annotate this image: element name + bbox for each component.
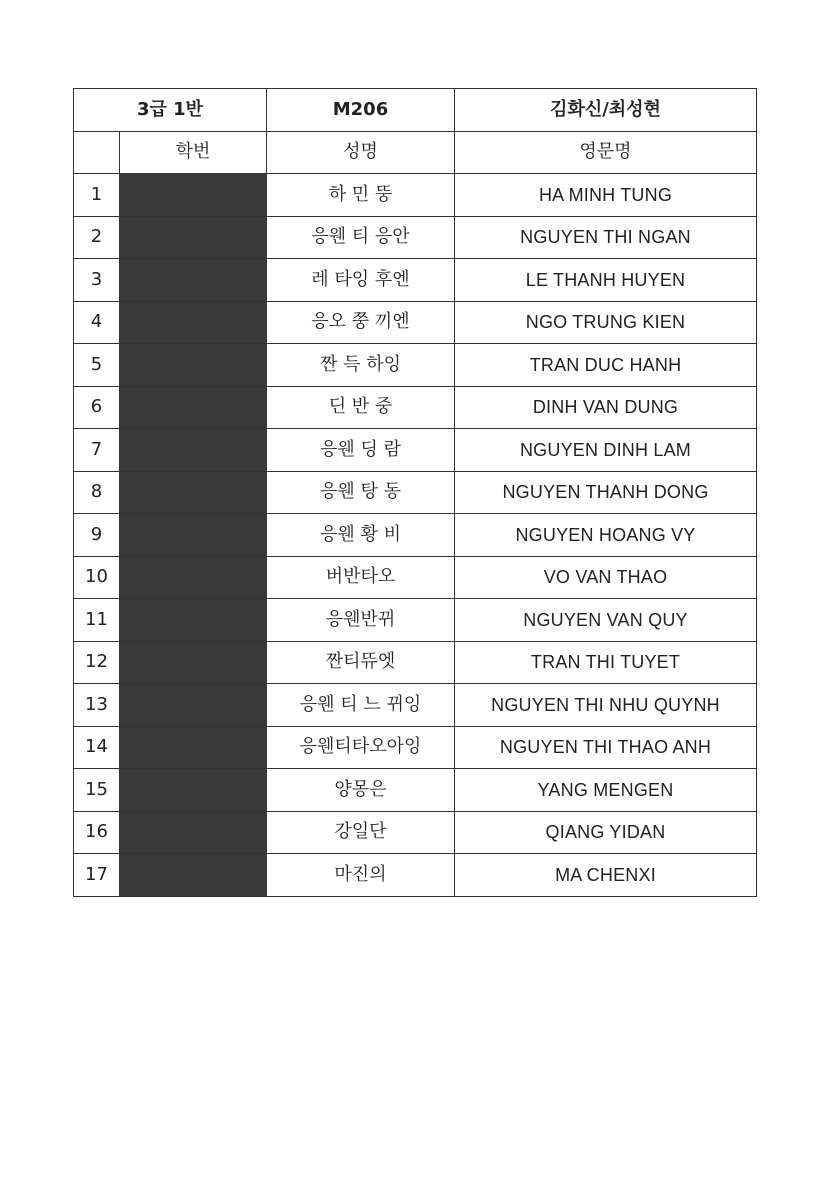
row-number: 11 [74,599,120,642]
table-row [74,174,757,217]
row-number: 14 [74,726,120,769]
number-column-header [74,131,120,174]
row-number: 3 [74,259,120,302]
table-row [74,811,757,854]
student-english-name: NGUYEN THI NGAN [455,216,757,259]
student-name: 응웬 황 비 [267,514,455,557]
student-name: 버반타오 [267,556,455,599]
student-english-name: NGUYEN DINH LAM [455,429,757,472]
table-row [74,854,757,897]
student-name: 레 타잉 후엔 [267,259,455,302]
table-row [74,301,757,344]
student-english-name: HA MINH TUNG [455,174,757,217]
student-name: 응웬 티 느 뀌잉 [267,684,455,727]
student-name: 딘 반 중 [267,386,455,429]
row-number: 12 [74,641,120,684]
student-english-name: NGUYEN HOANG VY [455,514,757,557]
student-english-name: NGUYEN VAN QUY [455,599,757,642]
class-name: 3급 1반 [74,89,267,132]
student-name: 응웬 딩 람 [267,429,455,472]
table-row [74,216,757,259]
student-english-name: DINH VAN DUNG [455,386,757,429]
row-number: 16 [74,811,120,854]
class-roster-table [73,88,757,897]
student-id-redacted [120,429,267,472]
table-row [74,514,757,557]
table-row [74,429,757,472]
student-id-column-header: 학번 [120,131,267,174]
student-id-redacted [120,726,267,769]
student-name: 강일단 [267,811,455,854]
student-english-name: TRAN DUC HANH [455,344,757,387]
row-number: 6 [74,386,120,429]
table-row [74,471,757,514]
row-number: 5 [74,344,120,387]
student-name: 양몽은 [267,769,455,812]
student-english-name: VO VAN THAO [455,556,757,599]
student-id-redacted [120,259,267,302]
student-name: 응오 쭝 끼엔 [267,301,455,344]
row-number: 1 [74,174,120,217]
student-english-name: NGO TRUNG KIEN [455,301,757,344]
student-name: 응웬 탕 동 [267,471,455,514]
table-row [74,769,757,812]
student-english-name: NGUYEN THANH DONG [455,471,757,514]
student-english-name: LE THANH HUYEN [455,259,757,302]
table-row [74,259,757,302]
table-row [74,386,757,429]
student-english-name: NGUYEN THI NHU QUYNH [455,684,757,727]
row-number: 15 [74,769,120,812]
row-number: 8 [74,471,120,514]
student-id-redacted [120,386,267,429]
student-name: 하 민 뚱 [267,174,455,217]
room-number: M206 [267,89,455,132]
row-number: 13 [74,684,120,727]
table-row [74,556,757,599]
table-row [74,726,757,769]
row-number: 9 [74,514,120,557]
student-id-redacted [120,471,267,514]
student-id-redacted [120,641,267,684]
student-id-redacted [120,216,267,259]
student-id-redacted [120,684,267,727]
student-name: 응웬 티 응안 [267,216,455,259]
student-id-redacted [120,811,267,854]
student-english-name: YANG MENGEN [455,769,757,812]
student-id-redacted [120,769,267,812]
student-name: 응웬티타오아잉 [267,726,455,769]
row-number: 2 [74,216,120,259]
student-id-redacted [120,514,267,557]
table-row [74,641,757,684]
teacher-names: 김화신/최성현 [455,89,757,132]
student-name: 응웬반뀌 [267,599,455,642]
row-number: 4 [74,301,120,344]
student-id-redacted [120,854,267,897]
student-id-redacted [120,301,267,344]
row-number: 17 [74,854,120,897]
class-header-row [74,89,757,132]
student-english-name: TRAN THI TUYET [455,641,757,684]
student-english-name: MA CHENXI [455,854,757,897]
column-header-row [74,131,757,174]
table-row [74,684,757,727]
student-name: 짠 득 하잉 [267,344,455,387]
student-english-name: NGUYEN THI THAO ANH [455,726,757,769]
student-name: 마진의 [267,854,455,897]
row-number: 10 [74,556,120,599]
student-id-redacted [120,344,267,387]
student-id-redacted [120,599,267,642]
table-row [74,599,757,642]
student-english-name: QIANG YIDAN [455,811,757,854]
roster-body [74,89,757,897]
student-id-redacted [120,556,267,599]
name-column-header: 성명 [267,131,455,174]
student-name: 짠티뜌엣 [267,641,455,684]
english-name-column-header: 영문명 [455,131,757,174]
table-row [74,344,757,387]
row-number: 7 [74,429,120,472]
student-id-redacted [120,174,267,217]
